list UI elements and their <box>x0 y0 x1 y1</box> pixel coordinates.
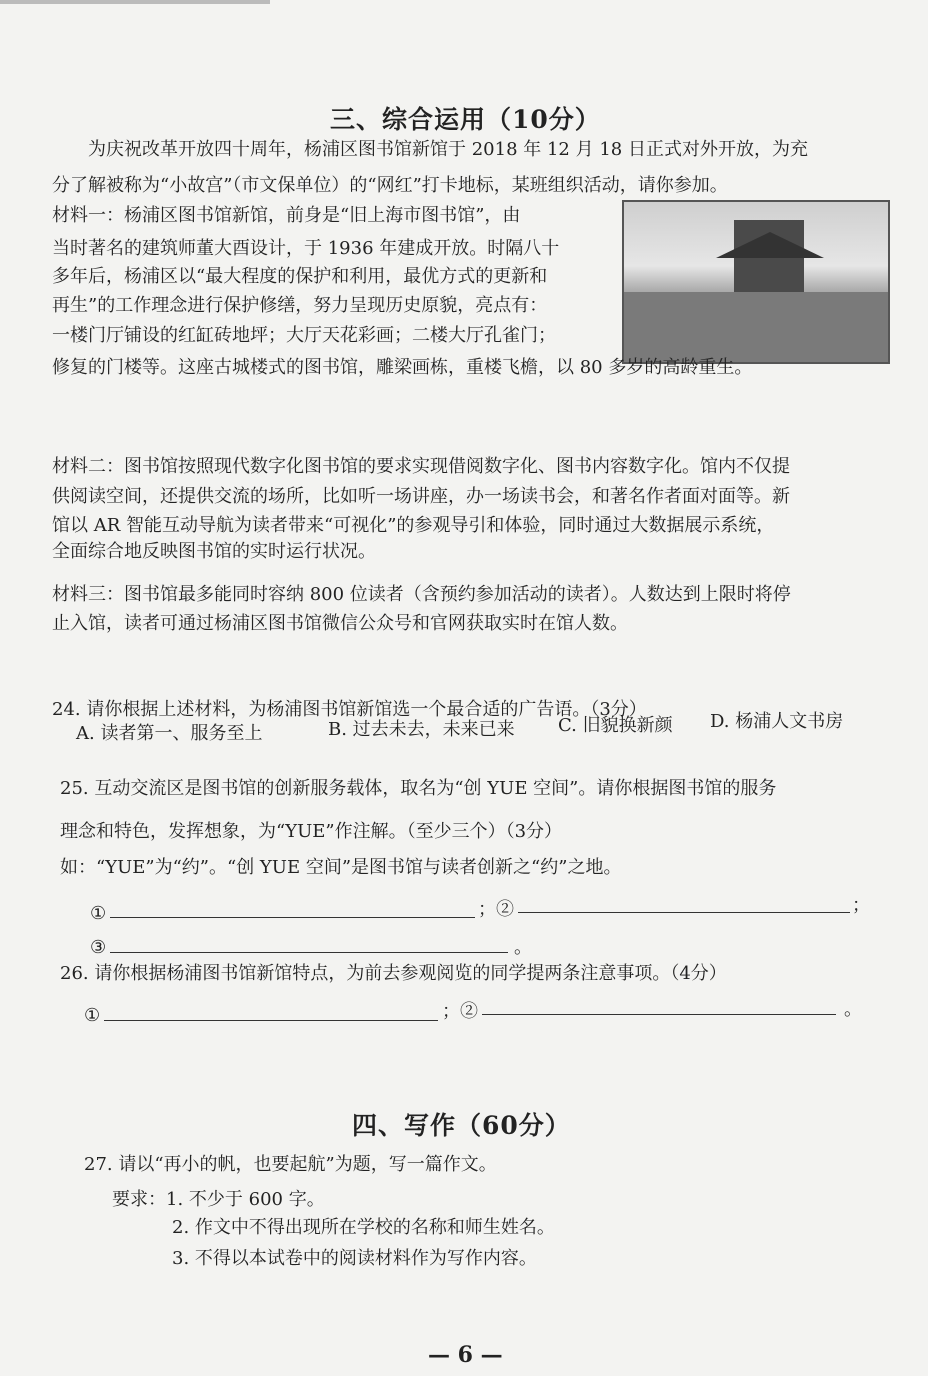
q24-option-d: D. 杨浦人文书房 <box>710 711 844 732</box>
material3-line: 止入馆，读者可通过杨浦区图书馆微信公众号和官网获取实时在馆人数。 <box>52 613 628 634</box>
material1-line: 再生”的工作理念进行保护修缮，努力呈现历史原貌，亮点有： <box>52 295 548 316</box>
q25-line: 理念和特色，发挥想象，为“YUE”作注解。（至少三个）（3分） <box>60 821 563 842</box>
building-shape <box>624 292 888 362</box>
q27-stem: 27. 请以“再小的帆，也要起航”为题，写一篇作文。 <box>84 1154 497 1175</box>
q26-stem: 26. 请你根据杨浦图书馆新馆特点，为前去参观阅览的同学提两条注意事项。（4分） <box>60 963 727 984</box>
material2-line: 全面综合地反映图书馆的实时运行状况。 <box>52 541 376 562</box>
q26-mark-2: ；② <box>442 1001 478 1022</box>
q26-answer-blank-2[interactable] <box>482 1014 836 1015</box>
q25-mark-sep: ； <box>852 895 870 916</box>
material1-line: 材料一：杨浦区图书馆新馆，前身是“旧上海市图书馆”，由 <box>52 205 521 226</box>
q25-mark-1: ① <box>90 903 107 924</box>
q25-mark-end: 。 <box>514 937 532 958</box>
q25-answer-blank-2[interactable] <box>518 912 850 913</box>
q24-option-c: C. 旧貌换新颜 <box>558 715 673 736</box>
q25-line: 如：“YUE”为“约”。“创 YUE 空间”是图书馆与读者创新之“约”之地。 <box>60 857 622 878</box>
q25-answer-blank-3[interactable] <box>110 952 508 953</box>
material1-line: 当时著名的建筑师董大酉设计，于 1936 年建成开放。时隔八十 <box>52 238 560 259</box>
q24-option-a: A. 读者第一、服务至上 <box>76 723 263 744</box>
material1-line: 多年后，杨浦区以“最大程度的保护和利用，最优方式的更新和 <box>52 266 548 287</box>
q26-mark-end: 。 <box>844 999 862 1020</box>
material3-line: 材料三：图书馆最多能同时容纳 800 位读者（含预约参加活动的读者）。人数达到上限时将停 <box>52 584 791 605</box>
intro-line: 分了解被称为“小故宫”（市文保单位）的“网红”打卡地标，某班组织活动，请你参加。 <box>52 175 728 196</box>
section3-title: 三、综合运用（10分） <box>330 105 601 134</box>
q24-option-b: B. 过去未去，未来已来 <box>328 719 515 740</box>
material1-line: 修复的门楼等。这座古城楼式的图书馆，雕梁画栋，重楼飞檐，以 80 多岁的高龄重生。 <box>52 357 753 378</box>
material1-line: 一楼门厅铺设的红缸砖地坪；大厅天花彩画；二楼大厅孔雀门； <box>52 325 556 346</box>
section4-title: 四、写作（60分） <box>352 1111 571 1140</box>
requirement-1: 要求：1. 不少于 600 字。 <box>112 1189 325 1210</box>
q25-mark-2: ；② <box>478 899 514 920</box>
library-photo <box>622 200 890 364</box>
page-number: — 6 — <box>428 1342 503 1368</box>
requirement-2: 2. 作文中不得出现所在学校的名称和师生姓名。 <box>172 1217 555 1238</box>
q25-mark-3: ③ <box>90 937 107 958</box>
requirement-3: 3. 不得以本试卷中的阅读材料作为写作内容。 <box>172 1248 537 1269</box>
scan-edge <box>0 0 270 4</box>
material2-line: 馆以 AR 智能互动导航为读者带来“可视化”的参观导引和体验，同时通过大数据展示系统， <box>52 515 775 536</box>
material2-line: 材料二：图书馆按照现代数字化图书馆的要求实现借阅数字化、图书内容数字化。馆内不仅提 <box>52 456 790 477</box>
material2-line: 供阅读空间，还提供交流的场所，比如听一场讲座，办一场读书会，和著名作者面对面等。新 <box>52 486 790 507</box>
q26-mark-1: ① <box>84 1005 101 1026</box>
q26-answer-blank-1[interactable] <box>104 1020 438 1021</box>
q25-line: 25. 互动交流区是图书馆的创新服务载体，取名为“创 YUE 空间”。请你根据图书馆的服务 <box>60 778 777 799</box>
roof-shape <box>716 232 824 258</box>
intro-line: 为庆祝改革开放四十周年，杨浦区图书馆新馆于 2018 年 12 月 18 日正式对外开放，为充 <box>88 139 808 160</box>
q25-answer-blank-1[interactable] <box>110 917 475 918</box>
q24-stem: 24. 请你根据上述材料，为杨浦图书馆新馆选一个最合适的广告语。（3分） <box>52 699 647 720</box>
